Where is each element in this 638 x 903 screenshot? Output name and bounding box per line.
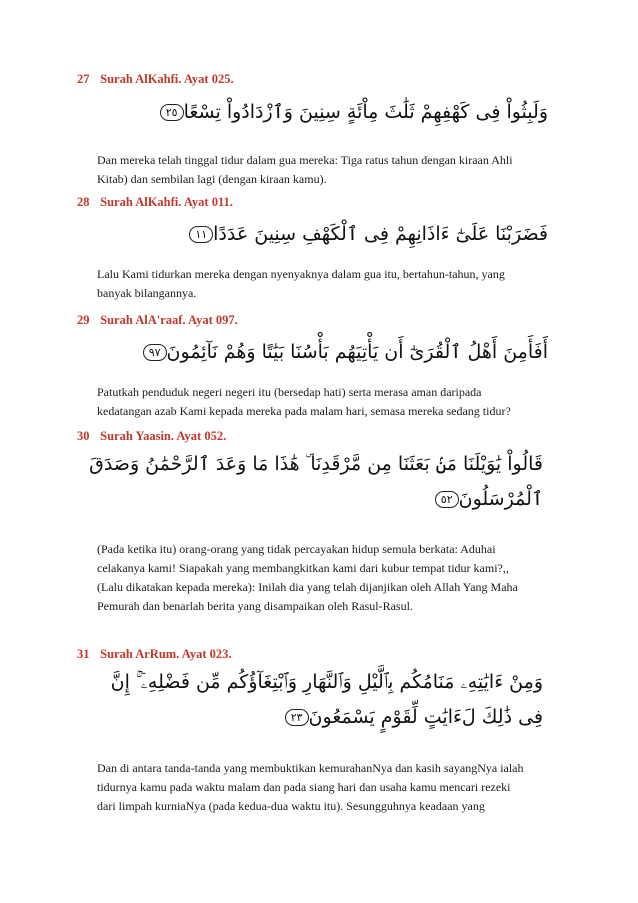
entry-heading [77, 429, 226, 444]
translation-line: (Pada ketika itu) orang-orang yang tidak percayakan hidup semula berkata: Aduhai [97, 542, 496, 556]
arabic-verse-line [429, 490, 543, 509]
surah-title: Surah AlA'raaf. Ayat 097. [100, 313, 238, 327]
translation-line: dari limpah kurniaNya (pada kedua-dua waktu itu). Sesungguhnya keadaan yang [97, 799, 485, 813]
translation-line: Dan di antara tanda-tanda yang membuktikan kemurahanNya dan kasih sayangNya ialah [97, 761, 524, 775]
entry-number: 30 [77, 429, 90, 443]
translation-line: Kitab) dan sembilan lagi (dengan kiraan kamu). [97, 172, 327, 186]
surah-title: Surah AlKahfi. Ayat 025. [100, 72, 234, 86]
entry-number: 28 [77, 195, 90, 209]
arabic-text: ٱلْمُرْسَلُونَ [458, 488, 543, 510]
translation [97, 540, 545, 616]
translation-line: Patutkah penduduk negeri negeri itu (bersedap hati) serta merasa aman daripada [97, 385, 482, 399]
ayah-number-marker: ٢٣ [285, 709, 309, 726]
translation-line: tidurnya kamu pada waktu malam dan pada siang hari dan usaha kamu mencari rezeki [97, 780, 511, 794]
arabic-verse-line [89, 455, 543, 474]
translation-line: Lalu Kami tidurkan mereka dengan nyenyaknya dalam gua itu, bertahun-tahun, yang [97, 267, 505, 281]
entry-heading [77, 313, 238, 328]
surah-title: Surah Yaasin. Ayat 052. [100, 429, 227, 443]
arabic-verse-line [279, 708, 543, 727]
ayah-number-marker: ٩٧ [143, 344, 167, 361]
translation-line: banyak bilangannya. [97, 286, 197, 300]
arabic-text: فِى ذَٰلِكَ لَءَايَٰتٍ لِّقَوْمٍ يَسْمَعُونَ [308, 706, 543, 728]
arabic-text: وَلَبِثُواْ فِى كَهْفِهِمْ ثَلَٰثَ مِاْئَةٍ سِنِينَ وَٱزْدَادُواْ تِسْعًا [183, 101, 548, 123]
translation [97, 265, 545, 303]
entry-number: 27 [77, 72, 90, 86]
translation-line: Pemurah dan benarlah berita yang disampaikan oleh Rasul-Rasul. [97, 599, 413, 613]
translation-line: celakanya kami! Siapakah yang membangkitkan kami dari kubur tempat tidur kami?,, [97, 561, 509, 575]
arabic-text: فَضَرَبْنَا عَلَىٰٓ ءَاذَانِهِمْ فِى ٱلْكَهْفِ سِنِينَ عَدَدًا [213, 223, 548, 245]
translation [97, 383, 545, 421]
surah-title: Surah ArRum. Ayat 023. [100, 647, 232, 661]
translation-line: Dan mereka telah tinggal tidur dalam gua mereka: Tiga ratus tahun dengan kiraan Ahli [97, 153, 513, 167]
entry-heading [77, 195, 233, 210]
ayah-number-marker: ٢٥ [160, 104, 184, 121]
arabic-verse-line [154, 103, 548, 122]
ayah-number-marker: ١١ [189, 226, 213, 243]
entry-heading [77, 647, 232, 662]
arabic-text: وَمِنْ ءَايَٰتِهِۦ مَنَامُكُم بِٱلَّيْلِ وَٱلنَّهَارِ وَٱبْتِغَآؤُكُم مِّن فَضْلِهِۦٓ ۚ إِنَّ [110, 671, 543, 693]
arabic-text: قَالُواْ يَٰوَيْلَنَا مَنۢ بَعَثَنَا مِن مَّرْقَدِنَا ۜ هَٰذَا مَا وَعَدَ ٱلرَّحْمَٰنُ وَصَدَقَ [89, 453, 543, 475]
translation [97, 151, 545, 189]
surah-title: Surah AlKahfi. Ayat 011. [100, 195, 233, 209]
entry-number: 31 [77, 647, 90, 661]
arabic-verse-line [111, 673, 543, 692]
ayah-number-marker: ٥٢ [435, 491, 459, 508]
entry-heading [77, 72, 234, 87]
translation-line: kedatangan azab Kami kepada mereka pada malam hari, semasa mereka sedang tidur? [97, 404, 511, 418]
translation-line: (Lalu dikatakan kepada mereka): Inilah dia yang telah dijanjikan oleh Allah Yang Maha [97, 580, 518, 594]
entry-number: 29 [77, 313, 90, 327]
arabic-verse-line [137, 343, 548, 362]
translation [97, 759, 545, 816]
arabic-text: أَفَأَمِنَ أَهْلُ ٱلْقُرَىٰٓ أَن يَأْتِيَهُم بَأْسُنَا بَيَٰتًا وَهُمْ نَآئِمُونَ [166, 341, 548, 363]
arabic-verse-line [183, 225, 548, 244]
